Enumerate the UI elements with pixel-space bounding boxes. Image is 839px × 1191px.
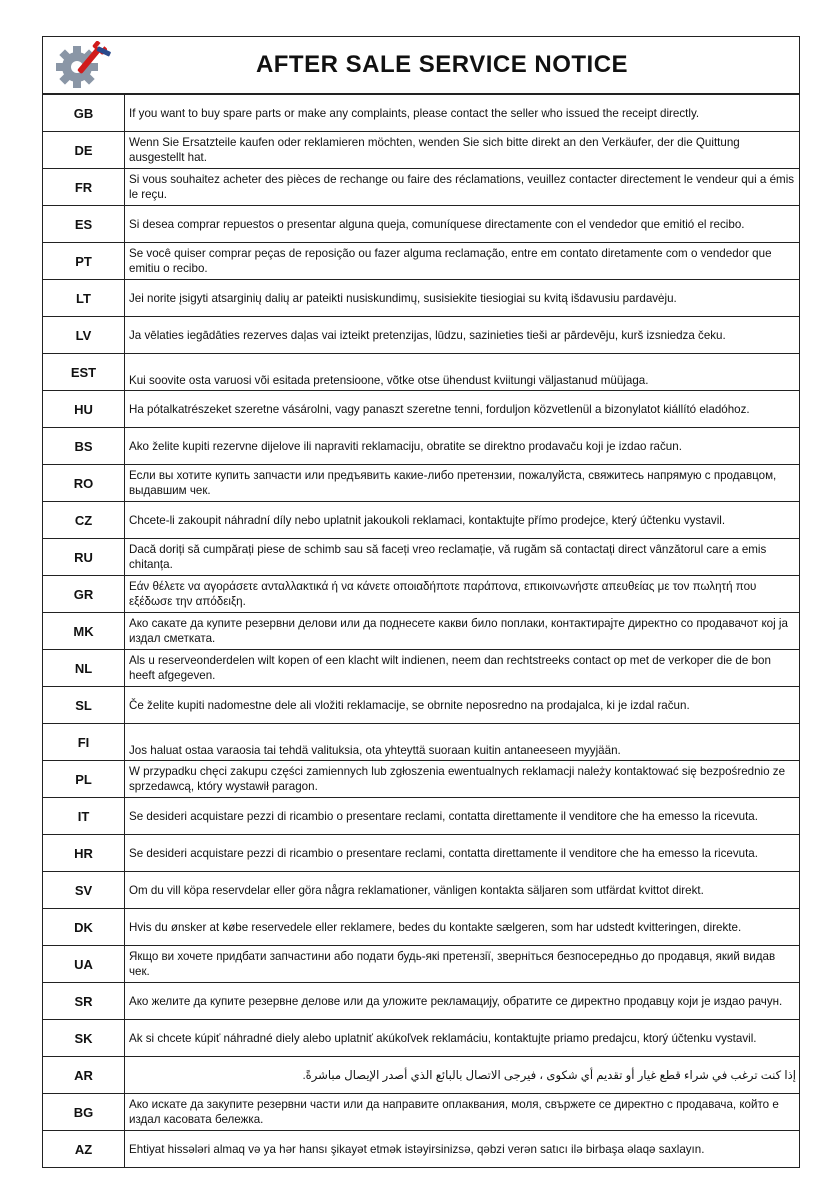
notice-text: Если вы хотите купить запчасти или предъявить какие-либо претензии, пожалуйста, свяжитесь напрямую с продавцом, выдавшим чек. (125, 465, 800, 502)
notice-text: Ако сакате да купите резервни делови или да поднесете какви било поплаки, контактирајте директно со продавачот кој ја издал сметката. (125, 613, 800, 650)
notice-rows (43, 95, 800, 1168)
language-code: SL (43, 687, 125, 724)
notice-text: Якщо ви хочете придбати запчастини або подати будь-які претензії, зверніться безпосередньо до продавця, який видав чек. (125, 946, 800, 983)
notice-text: إذا كنت ترغب في شراء قطع غيار أو تقديم أي شكوى ، فيرجى الاتصال بالبائع الذي أصدر الإيصال مباشرةً. (125, 1057, 800, 1094)
notice-text: Jei norite įsigyti atsarginių dalių ar pateikti nusiskundimų, susisiekite tiesiogiai su kvitą išdavusiu pardavėju. (125, 280, 800, 317)
table-row (43, 1094, 800, 1131)
table-row (43, 946, 800, 983)
page-title: AFTER SALE SERVICE NOTICE (255, 51, 629, 78)
notice-text: Ha pótalkatrészeket szeretne vásárolni, vagy panaszt szeretne tenni, forduljon közvetlenül a bizonylatot kiállító eladóhoz. (125, 391, 800, 428)
language-code: DK (43, 909, 125, 946)
language-code: GB (43, 95, 125, 132)
notice-text: Ja vēlaties iegādāties rezerves daļas vai izteikt pretenzijas, lūdzu, sazinieties tieši ar pārdevēju, kurš izsniedza čeku. (125, 317, 800, 354)
language-code: NL (43, 650, 125, 687)
table-row (43, 687, 800, 724)
table-row (43, 132, 800, 169)
language-code: CZ (43, 502, 125, 539)
notice-text: Ak si chcete kúpiť náhradné diely alebo uplatniť akúkoľvek reklamáciu, kontaktujte priamo predajcu, ktorý účtenku vystavil. (125, 1020, 800, 1057)
language-code: LT (43, 280, 125, 317)
language-code: AR (43, 1057, 125, 1094)
language-code: DE (43, 132, 125, 169)
language-code: SV (43, 872, 125, 909)
notice-table (42, 94, 800, 1168)
notice-text: Εάν θέλετε να αγοράσετε ανταλλακτικά ή να κάνετε οποιαδήποτε παράπονα, επικοινωνήστε απευθείας με τον πωλητή που εξέδωσε την απόδειξη. (125, 576, 800, 613)
gear-wrench-icon (43, 37, 125, 93)
notice-text: Jos haluat ostaa varaosia tai tehdä valituksia, ota yhteyttä suoraan kuitin antaneeseen myyjään. (125, 724, 800, 761)
language-code: RU (43, 539, 125, 576)
language-code: BS (43, 428, 125, 465)
table-row (43, 391, 800, 428)
notice-text: Če želite kupiti nadomestne dele ali vložiti reklamacije, se obrnite neposredno na prodajalca, ki je izdal račun. (125, 687, 800, 724)
table-row (43, 613, 800, 650)
table-row (43, 317, 800, 354)
table-row (43, 280, 800, 317)
language-code: MK (43, 613, 125, 650)
language-code: ES (43, 206, 125, 243)
notice-text: If you want to buy spare parts or make any complaints, please contact the seller who issued the receipt directly. (125, 95, 800, 132)
language-code: SK (43, 1020, 125, 1057)
notice-text: Chcete-li zakoupit náhradní díly nebo uplatnit jakoukoli reklamaci, kontaktujte přímo prodejce, který účtenku vystavil. (125, 502, 800, 539)
notice-text: Om du vill köpa reservdelar eller göra några reklamationer, vänligen kontakta säljaren som utfärdat kvittot direkt. (125, 872, 800, 909)
notice-text: Se você quiser comprar peças de reposição ou fazer alguma reclamação, entre em contato diretamente com o vendedor que emitiu o recibo. (125, 243, 800, 280)
table-row (43, 650, 800, 687)
notice-text: Kui soovite osta varuosi või esitada pretensioone, võtke otse ühendust kviitungi väljastanud müüjaga. (125, 354, 800, 391)
language-code: LV (43, 317, 125, 354)
table-row (43, 465, 800, 502)
table-row (43, 354, 800, 391)
language-code: HR (43, 835, 125, 872)
table-row (43, 539, 800, 576)
language-code: IT (43, 798, 125, 835)
table-row (43, 576, 800, 613)
language-code: UA (43, 946, 125, 983)
table-row (43, 909, 800, 946)
notice-text: Ako želite kupiti rezervne dijelove ili napraviti reklamaciju, obratite se direktno prodavaču koji je izdao račun. (125, 428, 800, 465)
notice-header (42, 36, 800, 94)
table-row (43, 169, 800, 206)
notice-text: Ако желите да купите резервне делове или да уложите рекламацију, обратите се директно продавцу који је издао рачун. (125, 983, 800, 1020)
notice-text: Se desideri acquistare pezzi di ricambio o presentare reclami, contatta direttamente il venditore che ha emesso la ricevuta. (125, 835, 800, 872)
notice-text: Ehtiyat hissələri almaq və ya hər hansı şikayət etmək istəyirsinizsə, qəbzi verən satıcı ilə birbaşa əlaqə saxlayın. (125, 1131, 800, 1168)
notice-text: Si desea comprar repuestos o presentar alguna queja, comuníquese directamente con el vendedor que emitió el recibo. (125, 206, 800, 243)
table-row (43, 1131, 800, 1168)
table-row (43, 502, 800, 539)
notice-sheet (42, 36, 800, 1168)
table-row (43, 1057, 800, 1094)
notice-text: Dacă doriți să cumpărați piese de schimb sau să faceți vreo reclamație, vă rugăm să contactați direct vânzătorul care a emis chitanța. (125, 539, 800, 576)
notice-text: Se desideri acquistare pezzi di ricambio o presentare reclami, contatta direttamente il venditore che ha emesso la ricevuta. (125, 798, 800, 835)
table-row (43, 761, 800, 798)
notice-text: Si vous souhaitez acheter des pièces de rechange ou faire des réclamations, veuillez contacter directement le vendeur qui a émis le reçu. (125, 169, 800, 206)
language-code: RO (43, 465, 125, 502)
table-row (43, 428, 800, 465)
table-row (43, 835, 800, 872)
language-code: SR (43, 983, 125, 1020)
language-code: BG (43, 1094, 125, 1131)
table-row (43, 872, 800, 909)
notice-text: Hvis du ønsker at købe reservedele eller reklamere, bedes du kontakte sælgeren, som har udstedt kvitteringen, direkte. (125, 909, 800, 946)
table-row (43, 206, 800, 243)
language-code: AZ (43, 1131, 125, 1168)
language-code: FR (43, 169, 125, 206)
table-row (43, 983, 800, 1020)
table-row (43, 243, 800, 280)
language-code: HU (43, 391, 125, 428)
language-code: EST (43, 354, 125, 391)
table-row (43, 1020, 800, 1057)
notice-text: W przypadku chęci zakupu części zamiennych lub zgłoszenia ewentualnych reklamacji należy kontaktować się bezpośrednio ze sprzedawcą, który wystawił paragon. (125, 761, 800, 798)
language-code: FI (43, 724, 125, 761)
notice-text: Ако искате да закупите резервни части или да направите оплаквания, моля, свържете се директно с продавача, който е издал касовата бележка. (125, 1094, 800, 1131)
language-code: GR (43, 576, 125, 613)
table-row (43, 724, 800, 761)
language-code: PL (43, 761, 125, 798)
table-row (43, 95, 800, 132)
notice-text: Wenn Sie Ersatzteile kaufen oder reklamieren möchten, wenden Sie sich bitte direkt an den Verkäufer, der die Quittung ausgestellt hat. (125, 132, 800, 169)
table-row (43, 798, 800, 835)
language-code: PT (43, 243, 125, 280)
notice-text: Als u reserveonderdelen wilt kopen of een klacht wilt indienen, neem dan rechtstreeks contact op met de verkoper die de bon heeft afgegeven. (125, 650, 800, 687)
